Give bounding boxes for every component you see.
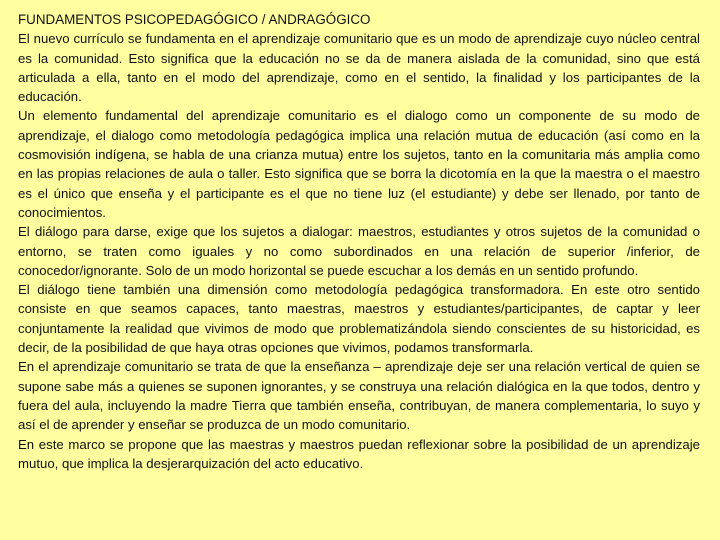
paragraph-dialogue-element: Un elemento fundamental del aprendizaje comunitario es el dialogo como un componente de su modo de aprendizaje, el dialogo como metodología pedagógica implica una relación mutua de educación (así como en la cosmovisión indígena, se habla de una crianza mutua) entre los sujetos, tanto en la comunitaria más amplia como en las propias relaciones de aula o taller. Esto significa que se borra la dicotomía en la que la maestra o el maestro es el único que enseña y el participante es el que no tiene luz (el estudiante) y debe ser llenado, por tanto de conocimientos. (18, 108, 700, 220)
paragraph-mutual-learning: En este marco se propone que las maestras y maestros puedan reflexionar sobre la posibilidad de un aprendizaje mutuo, que implica la desjerarquización del acto educativo. (18, 436, 700, 471)
paragraph-curriculum: El nuevo currículo se fundamenta en el aprendizaje comunitario que es un modo de aprendizaje cuyo núcleo central es la comunidad. Esto significa que la educación no se da de manera aislada de la comunidad, sino que está articulada a ella, tanto en el modo del aprendizaje, como en el sentido, la finalidad y los participantes de la educación. (18, 31, 700, 105)
paragraph-dialogue-equality: El diálogo para darse, exige que los sujetos a dialogar: maestros, estudiantes y otros sujetos de la comunidad o entorno, se traten como iguales y no como subordinados en una relación de superior /inferior, de conocedor/ignorante. Solo de un modo horizontal se puede escuchar a los demás en un sentido profundo. (18, 224, 700, 278)
document-title: FUNDAMENTOS PSICOPEDAGÓGICO / ANDRAGÓGICO (18, 12, 371, 27)
paragraph-community-learning: En el aprendizaje comunitario se trata de que la enseñanza – aprendizaje deje ser una relación vertical de quien se supone sabe más a quienes se suponen ignorantes, y se construya una relación dialógica en la que todos, dentro y fuera del aula, incluyendo la madre Tierra que también enseña, contribuyan, de manera complementaria, lo suyo y así el de aprender y enseñar se produzca de un modo comunitario. (18, 359, 700, 433)
paragraph-transformative-dimension: El diálogo tiene también una dimensión como metodología pedagógica transformadora. En este otro sentido consiste en que seamos capaces, tanto maestras, maestros y estudiantes/participantes, de captar y leer conjuntamente la realidad que vivimos de modo que problematizándola siendo conscientes de su historicidad, es decir, de la posibilidad de que haya otras opciones que vivimos, podamos transformarla. (18, 282, 700, 356)
